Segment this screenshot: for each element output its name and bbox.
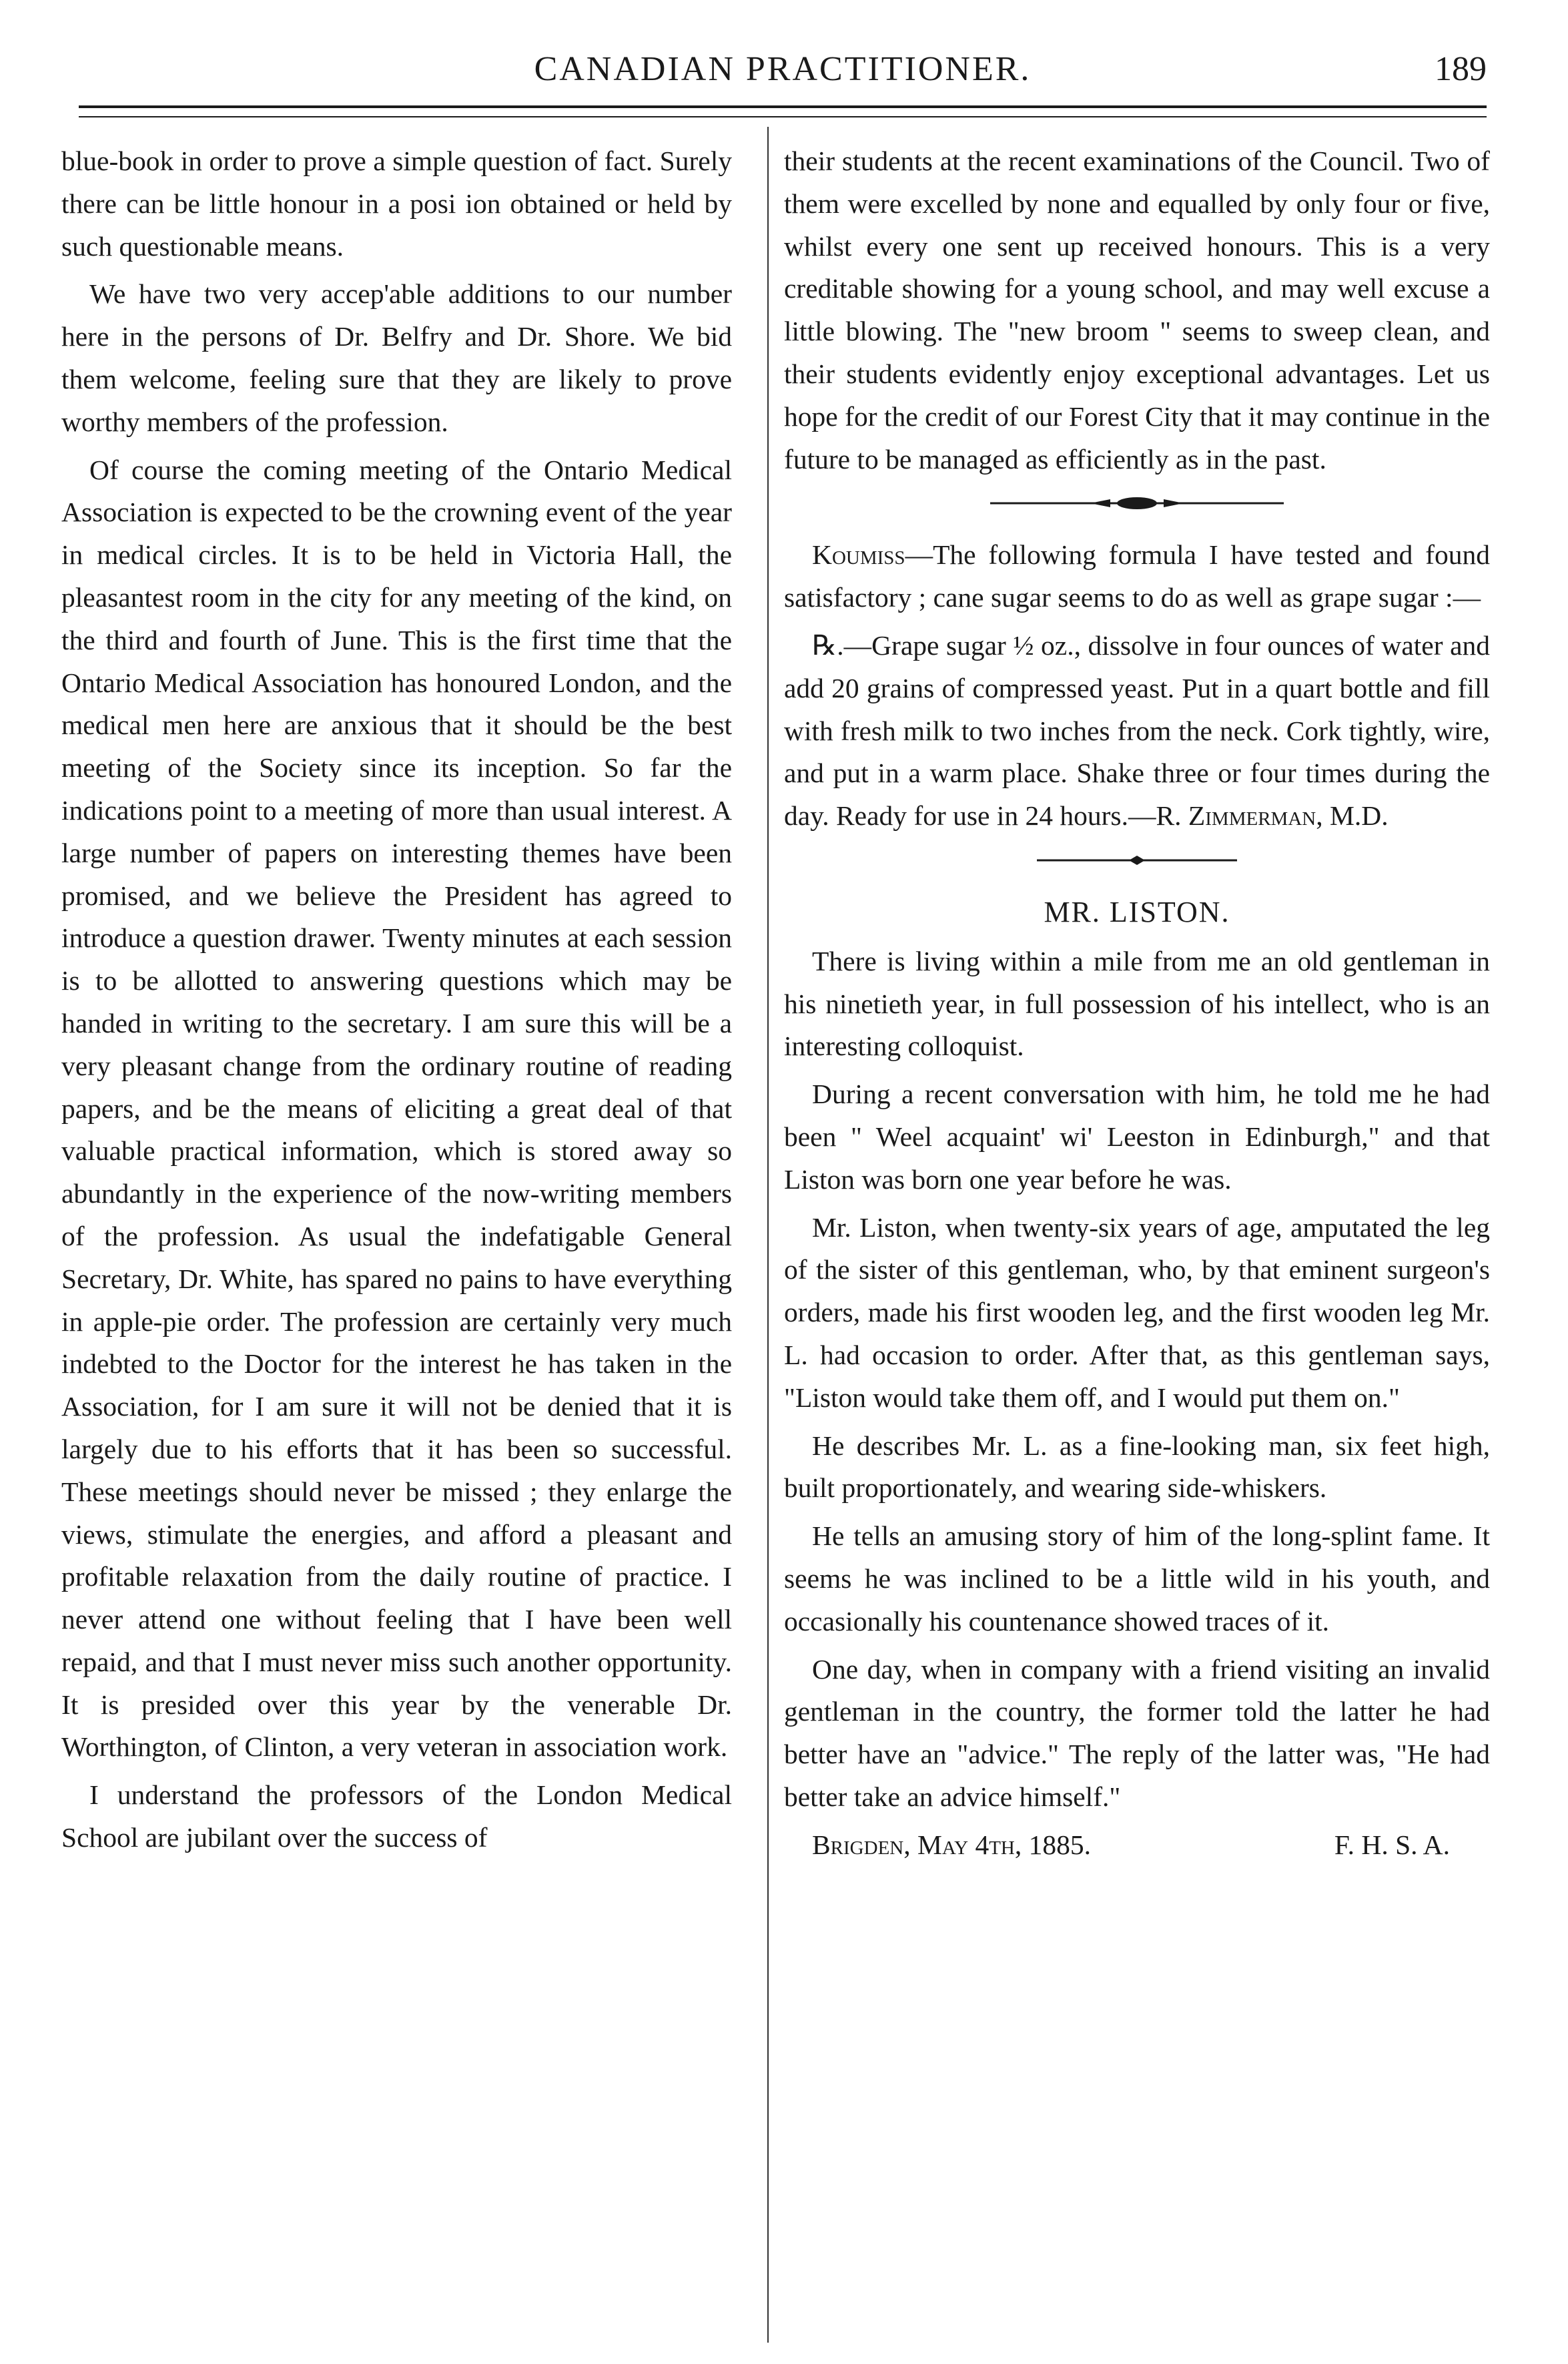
page-number: 189 [1435,50,1487,88]
header-rule-thick [79,105,1487,108]
liston-paragraph-4: He describes Mr. L. as a fine-looking man, six feet high, built proportionately, and wearing side-whiskers. [784,1430,1490,1504]
ornament-rule-icon [1037,854,1237,867]
liston-paragraph-5: He tells an amusing story of him of the long-splint fame. It seems he was inclined to be a little wild in his youth, and occasionally his countenance showed traces of it. [784,1520,1490,1637]
liston-paragraph-3: Mr. Liston, when twenty-six years of age, amputated the leg of the sister of this gentleman, who, by that eminent surgeon's orders, made his first wooden leg, and the first wooden leg Mr. L. had occasion to order. After that, as this gentleman says, "Liston would take them off, and I would put them on." [784,1211,1490,1413]
running-title: CANADIAN PRACTITIONER. [534,50,1032,88]
koumiss-paragraph [784,534,1490,619]
koumiss-author: R. Zimmerman, M.D. [1156,800,1389,832]
liston-paragraph-1: There is living within a mile from me an old gentleman in his ninetieth year, in full possession of his intellect, who is an interesting colloquist. [784,945,1490,1062]
signoff [784,1824,1490,1867]
liston-paragraph-2: During a recent conversation with him, he told me he had been " Weel acquaint' wi' Leeston in Edinburgh," and that Liston was born one year before he was. [784,1079,1490,1195]
left-paragraph-1: blue-book in order to prove a simple question of fact. Surely there can be little honour in a posi ion obtained or held by such questionable means. [61,145,732,262]
left-paragraph-3: Of course the coming meeting of the Ontario Medical Association is expected to be the crowning event of the year in medical circles. It is to be held in Victoria Hall, the pleasantest room in the city for any meeting of the kind, on the third and fourth of June. This is the first time that the Ontario Medical Association has honoured London, and the medical men here are anxious that it should be the best meeting of the Society since its inception. So far the indications point to a meeting of more than usual interest. A large number of papers on interesting themes have been promised, and we believe the President has agreed to introduce a question drawer. Twenty minutes at each session is to be allotted to answering questions which may be handed in writing to the secretary. I am sure this will be a very pleasant change from the ordinary routine of reading papers, and be the means of eliciting a great deal of that valuable practical information, which is stored away so abundantly in the experience of the now-writing members of the profession. As usual the indefatigable General Secretary, Dr. White, has spared no pains to have everything in apple-pie order. The profession are certainly very much indebted to the Doctor for the interest he has taken in the Association, for I am sure it will not be denied that it is largely due to his efforts that it has been so successful. These meetings should never be missed ; they enlarge the views, stimulate the energies, and afford a pleasant and profitable relaxation from the daily routine of practice. I never attend one without feeling that I have been well repaid, and that I must never miss such another opportunity. It is presided over this year by the venerable Dr. Worthington, of Clinton, a very veteran in association work. [61,454,732,1763]
koumiss-lead: Koumiss [812,539,905,571]
left-paragraph-2: We have two very accep'able additions to our number here in the persons of Dr. Belfry and Dr. Shore. We bid them welcome, feeling sure that they are likely to prove worthy members of the profession. [61,278,732,437]
header-rule-thin [79,116,1487,117]
left-column [61,140,732,1865]
koumiss-recipe: ℞.—Grape sugar ½ oz., dissolve in four ounces of water and add 20 grains of compressed yeast. Put in a quart bottle and fill with fresh milk to two inches from the neck. Cork tightly, wire, and put in a warm place. Shake three or four times during the day. Ready for use in 24 hours.— [784,629,1490,832]
signoff-initials: F. H. S. A. [1334,1829,1450,1860]
left-paragraph-4: I understand the professors of the London Medical School are jubilant over the success of [61,1779,732,1853]
right-column [784,140,1490,1866]
section-heading-mr-liston: MR. LISTON. [1044,895,1230,928]
page-header [79,47,1487,93]
koumiss-text: —The following formula I have tested and found satisfactory ; cane sugar seems to do as well as grape sugar :— [784,539,1490,613]
right-intro-paragraph: their students at the recent examinations of the Council. Two of them were excelled by none and equalled by only four or five, whilst every one sent up received honours. This is a very creditable showing for a young school, and may well excuse a little blowing. The "new broom " seems to sweep clean, and their students evidently enjoy exceptional advantages. Let us hope for the credit of our Forest City that it may continue in the future to be managed as efficiently as in the past. [784,145,1490,475]
column-divider [767,127,769,2343]
ornamental-divider-1 [784,486,1490,521]
ornament-flourish-icon [990,495,1284,511]
liston-paragraph-6: One day, when in company with a friend visiting an invalid gentleman in the country, the former told the latter he had better have an "advice." The reply of the latter was, "He had better take an advice himself." [784,1653,1490,1812]
signoff-place-date: Brigden, May 4th, 1885. [812,1829,1092,1860]
ornamental-divider-2 [784,843,1490,878]
koumiss-recipe-paragraph [784,625,1490,838]
